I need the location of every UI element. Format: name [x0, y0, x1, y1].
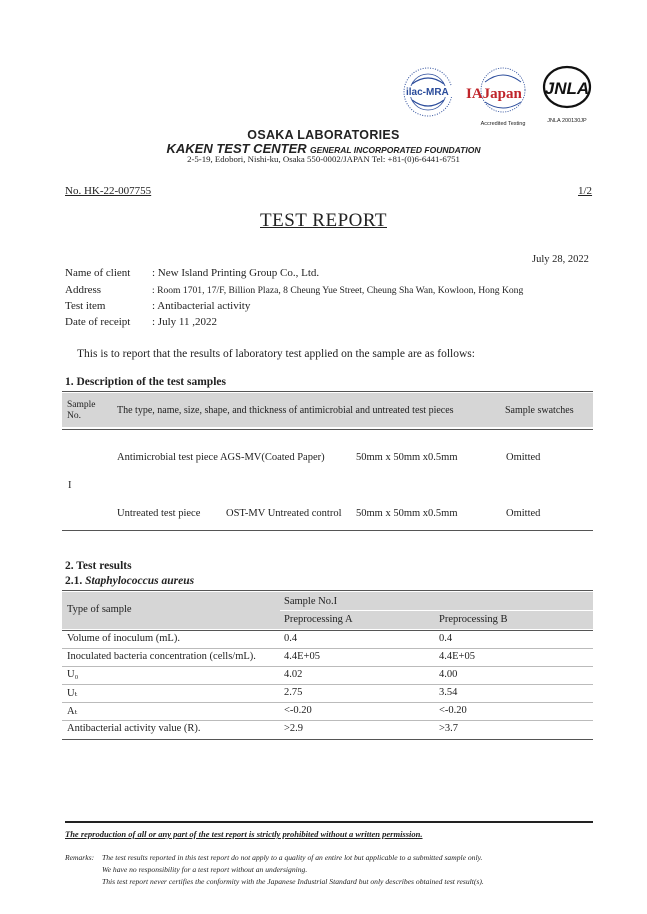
divider — [62, 429, 593, 430]
info-value: : Antibacterial activity — [152, 300, 251, 312]
info-value: : July 11 ,2022 — [152, 316, 217, 328]
row-value-a: 0.4 — [284, 633, 298, 644]
lab-address: 2-5-19, Edobori, Nishi-ku, Osaka 550-0002/JAPAN Tel: +81-(0)6-6441-6751 — [187, 154, 460, 164]
row-value-b: 4.4E+05 — [439, 651, 475, 662]
row1-type — [117, 452, 325, 463]
lab-name: OSAKA LABORATORIES — [247, 128, 400, 142]
row2-name: OST-MV Untreated control — [226, 508, 342, 519]
divider — [62, 720, 593, 721]
subheading-number: 2.1. — [65, 575, 83, 587]
info-date-receipt — [65, 316, 217, 328]
divider — [62, 648, 593, 649]
info-test-item — [65, 300, 250, 312]
col-swatches: Sample swatches — [505, 405, 574, 416]
org-subtitle: GENERAL INCORPORATED FOUNDATION — [309, 145, 481, 155]
col-preprocessing-a: Preprocessing A — [284, 614, 353, 625]
iajapan-text: IAJapan — [466, 86, 522, 102]
row-label: Antibacterial activity value (R). — [67, 723, 201, 734]
header-split — [280, 610, 593, 611]
section2-subheading — [65, 575, 194, 587]
sample-number: I — [68, 480, 72, 491]
accreditation-logos-graphic — [400, 62, 600, 132]
section2-heading: 2. Test results — [65, 560, 132, 572]
section1-heading: 1. Description of the test samples — [65, 376, 226, 388]
row1-swatch: Omitted — [506, 452, 541, 463]
reproduction-notice: The reproduction of all or any part of the test report is strictly prohibited without a written permission. — [65, 829, 423, 839]
jnla-number: JNLA 200130JP — [547, 118, 587, 124]
row-label: Aₜ — [67, 706, 78, 717]
col-type-of-sample: Type of sample — [67, 604, 132, 615]
row2-size: 50mm x 50mm x0.5mm — [356, 508, 458, 519]
jnla-logo — [544, 67, 590, 124]
divider — [62, 391, 593, 392]
report-date: July 28, 2022 — [532, 254, 589, 265]
info-label: Test item — [65, 300, 106, 312]
divider — [62, 684, 593, 685]
divider — [62, 702, 593, 703]
remark-line: This test report never certifies the conformity with the Japanese Industrial Standard but only describes obtained test result(s). — [102, 877, 484, 886]
info-label: Date of receipt — [65, 316, 131, 328]
divider — [62, 530, 593, 531]
row-label: Inoculated bacteria concentration (cells/mL). — [67, 651, 256, 662]
row2-type: Untreated test piece — [117, 508, 201, 519]
row-value-b: 0.4 — [439, 633, 453, 644]
row-value-b: 4.00 — [439, 669, 458, 680]
accreditation-logos — [400, 62, 600, 132]
row-value-a: 4.02 — [284, 669, 303, 680]
row-value-a: >2.9 — [284, 723, 304, 734]
remarks-label: Remarks: — [65, 853, 95, 862]
row-label: Uₜ — [67, 688, 78, 699]
report-title: TEST REPORT — [260, 210, 387, 231]
row-value-b: <-0.20 — [439, 705, 467, 716]
row-label: U₀ — [67, 669, 79, 680]
row-value-a: 2.75 — [284, 687, 303, 698]
jnla-text: JNLA — [544, 79, 590, 98]
row-value-a: 4.4E+05 — [284, 651, 320, 662]
info-value: : New Island Printing Group Co., Ltd. — [152, 267, 320, 279]
info-label: Address — [65, 284, 102, 296]
info-client — [65, 267, 319, 279]
organism-name: Staphylococcus aureus — [85, 575, 195, 587]
row1-size: 50mm x 50mm x0.5mm — [356, 452, 458, 463]
footer-rule — [65, 821, 593, 823]
row-label: Volume of inoculum (mL). — [67, 633, 180, 644]
divider — [62, 666, 593, 667]
divider — [62, 739, 593, 740]
row-value-b: >3.7 — [439, 723, 459, 734]
org-name: KAKEN TEST CENTER — [166, 141, 307, 156]
iajapan-logo — [466, 68, 525, 127]
row-value-a: <-0.20 — [284, 705, 312, 716]
info-label: Name of client — [65, 267, 131, 279]
col-description: The type, name, size, shape, and thickness of antimicrobial and untreated test pieces — [117, 405, 454, 416]
col-sample-no: Sample No. — [67, 400, 96, 421]
row-value-b: 3.54 — [439, 687, 458, 698]
info-address — [65, 284, 523, 296]
sample-name: AGS-MV(Coated Paper) — [219, 452, 325, 463]
info-value: : Room 1701, 17/F, Billion Plaza, 8 Cheung Yue Street, Cheung Sha Wan, Kowloon, Hong Kong — [152, 285, 524, 296]
intro-text: This is to report that the results of laboratory test applied on the sample are as follows: — [77, 348, 475, 360]
sample-type: Antimicrobial test piece — [117, 452, 218, 463]
row2-swatch: Omitted — [506, 508, 541, 519]
divider — [62, 590, 593, 591]
col-sample-no: Sample No.I — [284, 596, 338, 607]
divider — [62, 630, 593, 631]
ilac-mra-logo — [404, 68, 462, 116]
remark-line: The test results reported in this test report do not apply to a quality of an entire lot but applicable to a submitted sample only. — [102, 853, 483, 862]
remark-line: We have no responsibility for a test report without an undersigning. — [102, 865, 308, 874]
page-number: 1/2 — [578, 185, 593, 197]
iajapan-sub-text: Accredited Testing — [480, 121, 526, 127]
col-preprocessing-b: Preprocessing B — [439, 614, 508, 625]
report-number: No. HK-22-007755 — [65, 185, 152, 197]
ilac-mra-text: ilac-MRA — [406, 87, 449, 98]
